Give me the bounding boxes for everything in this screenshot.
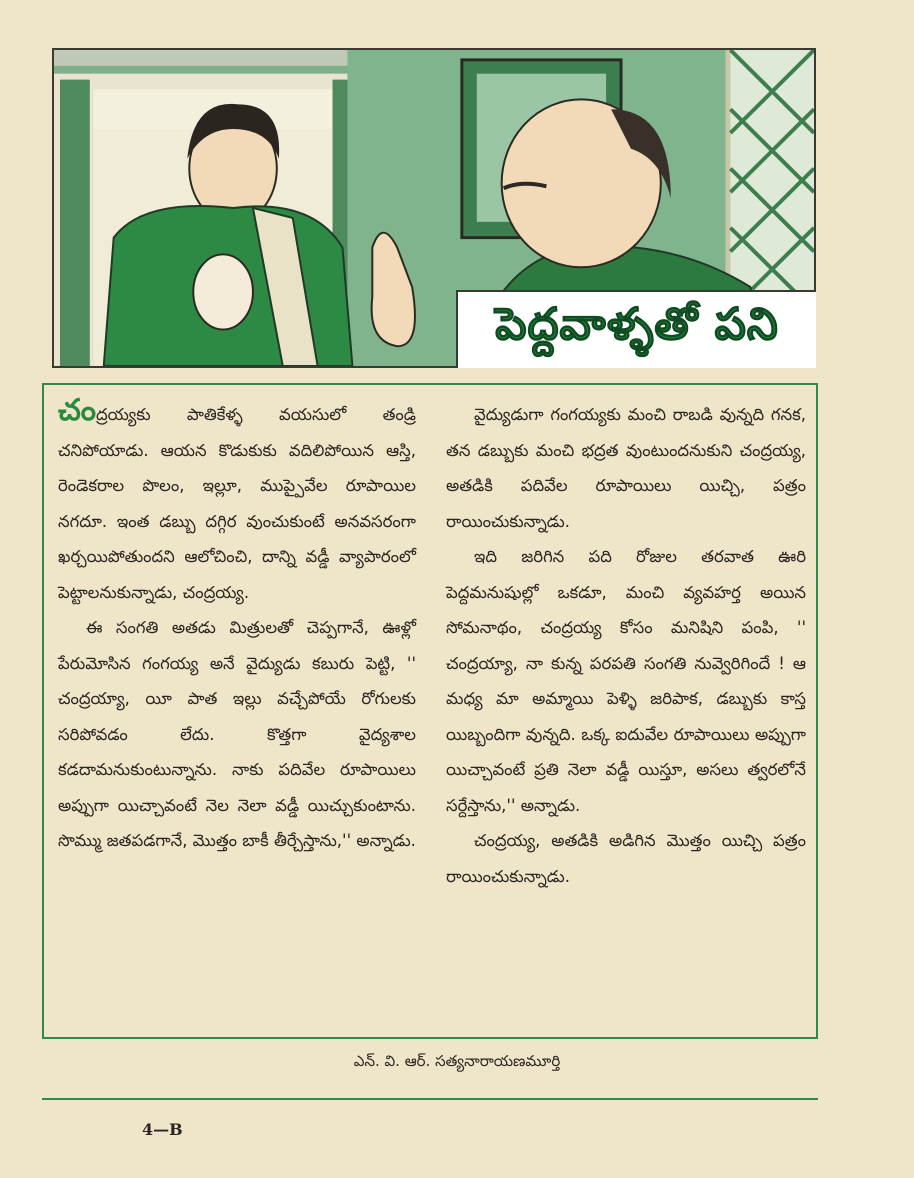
divider [42,1098,818,1100]
paragraph-text: ద్రయ్యకు పాతికేళ్ళ వయసులో తండ్రి చనిపోయాడు. ఆయన కొడుకుకు వదిలిపోయిన ఆస్తి, రెండెకరాల పొలం, ఇల్లూ, ముప్పైవేల రూపాయిల నగదూ. ఇంత డబ్బు దగ్గిర వుంచుకుంటే అనవసరంగా ఖర్చయిపోతుందని ఆలోచించి, దాన్ని వడ్డీ వ్యాపారంలో పెట్టాలనుకున్నాడు, చంద్రయ్య. [58,405,416,602]
paragraph: వైద్యుడుగా గంగయ్యకు మంచి రాబడి వున్నది గనక, తన డబ్బుకు మంచి భద్రత వుంటుందనుకుని చంద్రయ్య, అతడికి పదివేల రూపాయిలు యిచ్చి, పత్రం రాయించుకున్నాడు. [446,405,806,531]
paragraph [58,393,416,610]
story-title: పెద్దవాళ్ళతో పని [495,299,779,350]
drop-cap: చం [58,393,97,428]
title-plate [456,290,816,368]
page-number: 4—B [142,1120,183,1139]
paragraph: ఇది జరిగిన పది రోజుల తరవాత ఊరి పెద్దమనుషుల్లో ఒకడూ, మంచి వ్యవహర్త అయిన సోమనాథం, చంద్రయ్య కోసం మనిషిని పంపి, '' చంద్రయ్యా, నా కున్న పరపతి సంగతి నువ్వెరిగిందే ! ఆ మధ్య మా అమ్మాయి పెళ్ళి జరిపాక, డబ్బుకు కాస్త యిబ్బందిగా వున్నది. ఒక్క ఐదువేల రూపాయిలు అప్పుగా యిచ్చావంటే ప్రతి నెలా వడ్డీ యిస్తూ, అసలు త్వరలోనే సర్దేస్తాను,'' అన్నాడు. [446,547,806,815]
author-credit: ఎన్. వి. ఆర్. సత్యనారాయణమూర్తి [353,1052,561,1070]
story-column-left [58,393,432,1025]
paragraph: చంద్రయ్య, అతడికి అడిగిన మొత్తం యిచ్చి పత్రం రాయించుకున్నాడు. [446,831,806,886]
story-box [42,383,818,1039]
story-column-right [432,397,806,1025]
paragraph: ఈ సంగతి అతడు మిత్రులతో చెప్పగానే, ఊళ్లో పేరుమోసిన గంగయ్య అనే వైద్యుడు కబురు పెట్టి, '' చంద్రయ్యా, యీ పాత ఇల్లు వచ్చేపోయే రోగులకు సరిపోవడం లేదు. కొత్తగా వైద్యశాల కడదామనుకుంటున్నాను. నాకు పదివేల రూపాయిలు అప్పుగా యిచ్చావంటే నెల నెలా వడ్డీ యిచ్చుకుంటాను. సొమ్ము జతపడగానే, మొత్తం బాకీ తీర్చేస్తాను,'' అన్నాడు. [58,618,416,850]
